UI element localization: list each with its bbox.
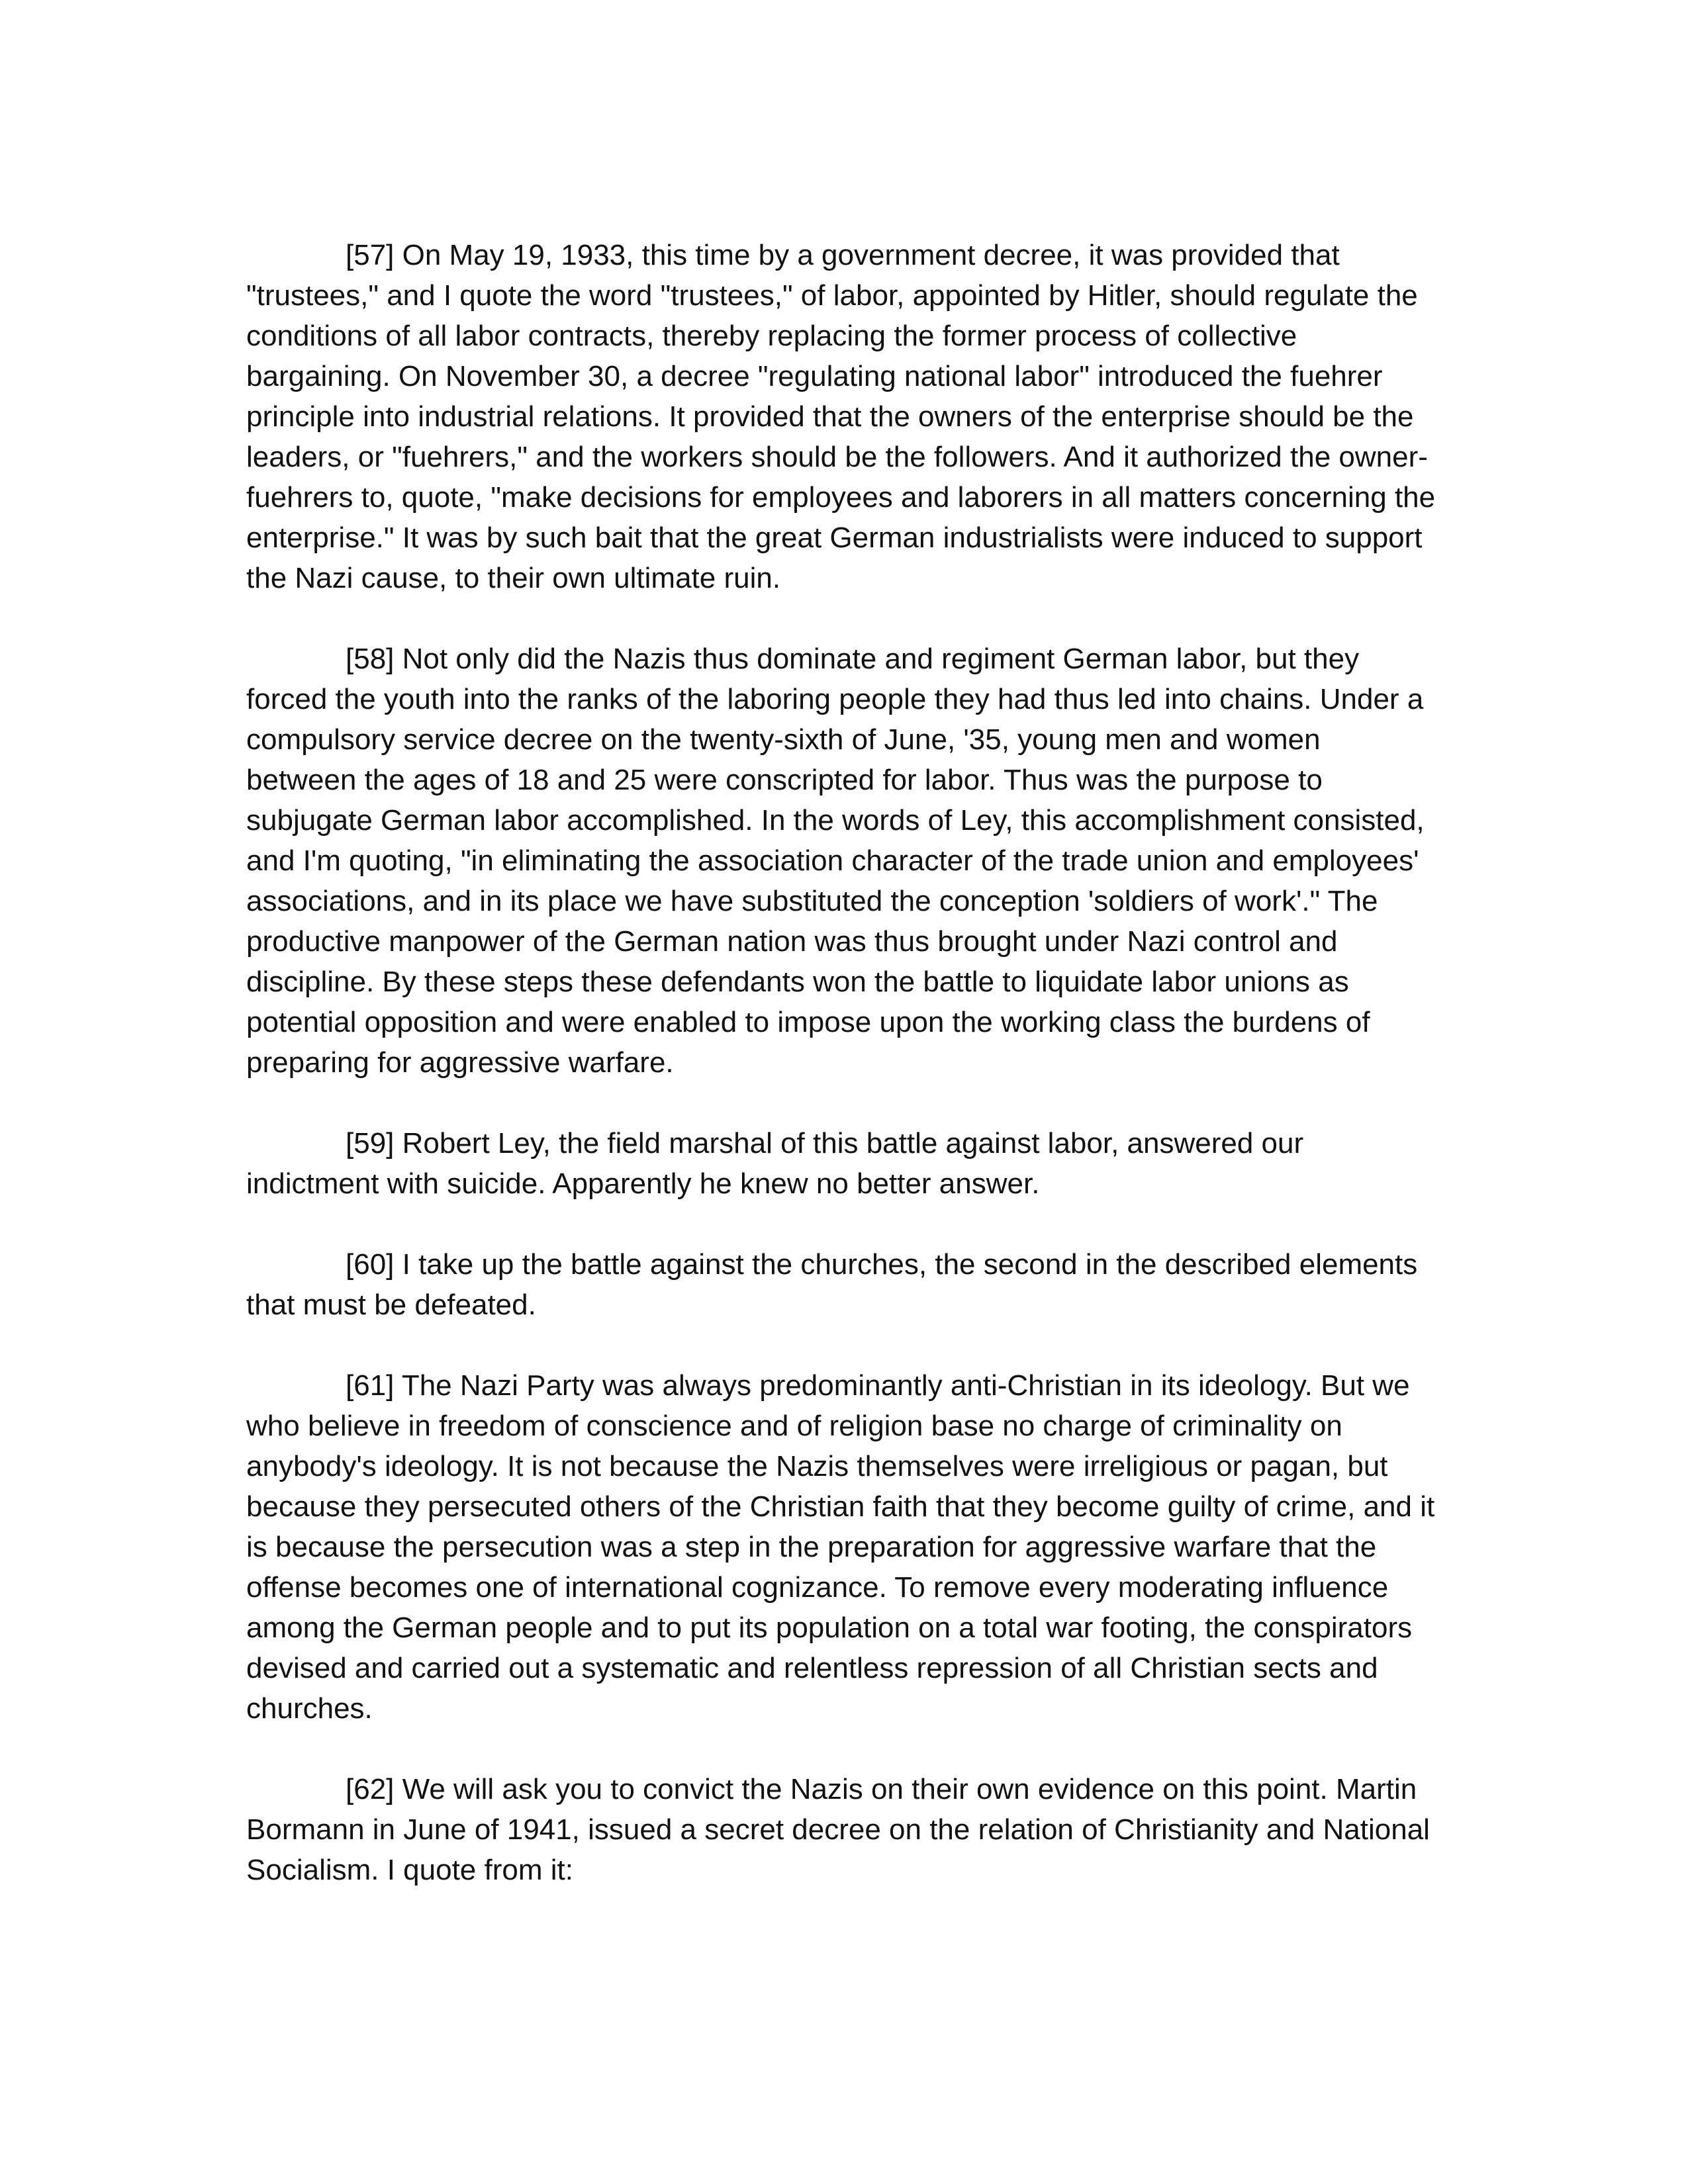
paragraph-59: [59] Robert Ley, the field marshal of this battle against labor, answered our indictment with suicide. Apparently he knew no better answer. xyxy=(246,1127,1304,1200)
paragraph-57: [57] On May 19, 1933, this time by a government decree, it was provided that "trustees," and I quote the word "trustees," of labor, appointed by Hitler, should regulate the conditions of all labor contracts, thereby replacing the former process of collective bargaining. On November 30, a decree "regulating national labor" introduced the fuehrer principle into industrial relations. It provided that the owners of the enterprise should be the leaders, or "fuehrers," and the workers should be the followers. And it authorized the owner-fuehrers to, quote, "make decisions for employees and laborers in all matters concerning the enterprise." It was by such bait that the great German industrialists were induced to support the Nazi cause, to their own ultimate ruin. xyxy=(246,239,1436,594)
paragraph-62: [62] We will ask you to convict the Nazis on their own evidence on this point. Martin Bormann in June of 1941, issued a secret decree on the relation of Christianity and National Socialism. I quote from it: xyxy=(246,1773,1430,1886)
paragraph-61: [61] The Nazi Party was always predominantly anti-Christian in its ideology. But we who believe in freedom of conscience and of religion base no charge of criminality on anybody's ideology. It is not because the Nazis themselves were irreligious or pagan, but because they persecuted others of the Christian faith that they become guilty of crime, and it is because the persecution was a step in the preparation for aggressive warfare that the offense becomes one of international cognizance. To remove every moderating influence among the German people and to put its population on a total war footing, the conspirators devised and carried out a systematic and relentless repression of all Christian sects and churches. xyxy=(246,1369,1435,1725)
paragraph-60: [60] I take up the battle against the churches, the second in the described elements that must be defeated. xyxy=(246,1248,1418,1321)
paragraph-58: [58] Not only did the Nazis thus dominate and regiment German labor, but they forced the youth into the ranks of the laboring people they had thus led into chains. Under a compulsory service decree on the twenty-sixth of June, '35, young men and women between the ages of 18 and 25 were conscripted for labor. Thus was the purpose to subjugate German labor accomplished. In the words of Ley, this accomplishment consisted, and I'm quoting, "in eliminating the association character of the trade union and employees' associations, and in its place we have substituted the conception 'soldiers of work'." The productive manpower of the German nation was thus brought under Nazi control and discipline. By these steps these defendants won the battle to liquidate labor unions as potential opposition and were enabled to impose upon the working class the burdens of preparing for aggressive warfare. xyxy=(246,643,1425,1079)
body-text xyxy=(246,235,1438,1890)
